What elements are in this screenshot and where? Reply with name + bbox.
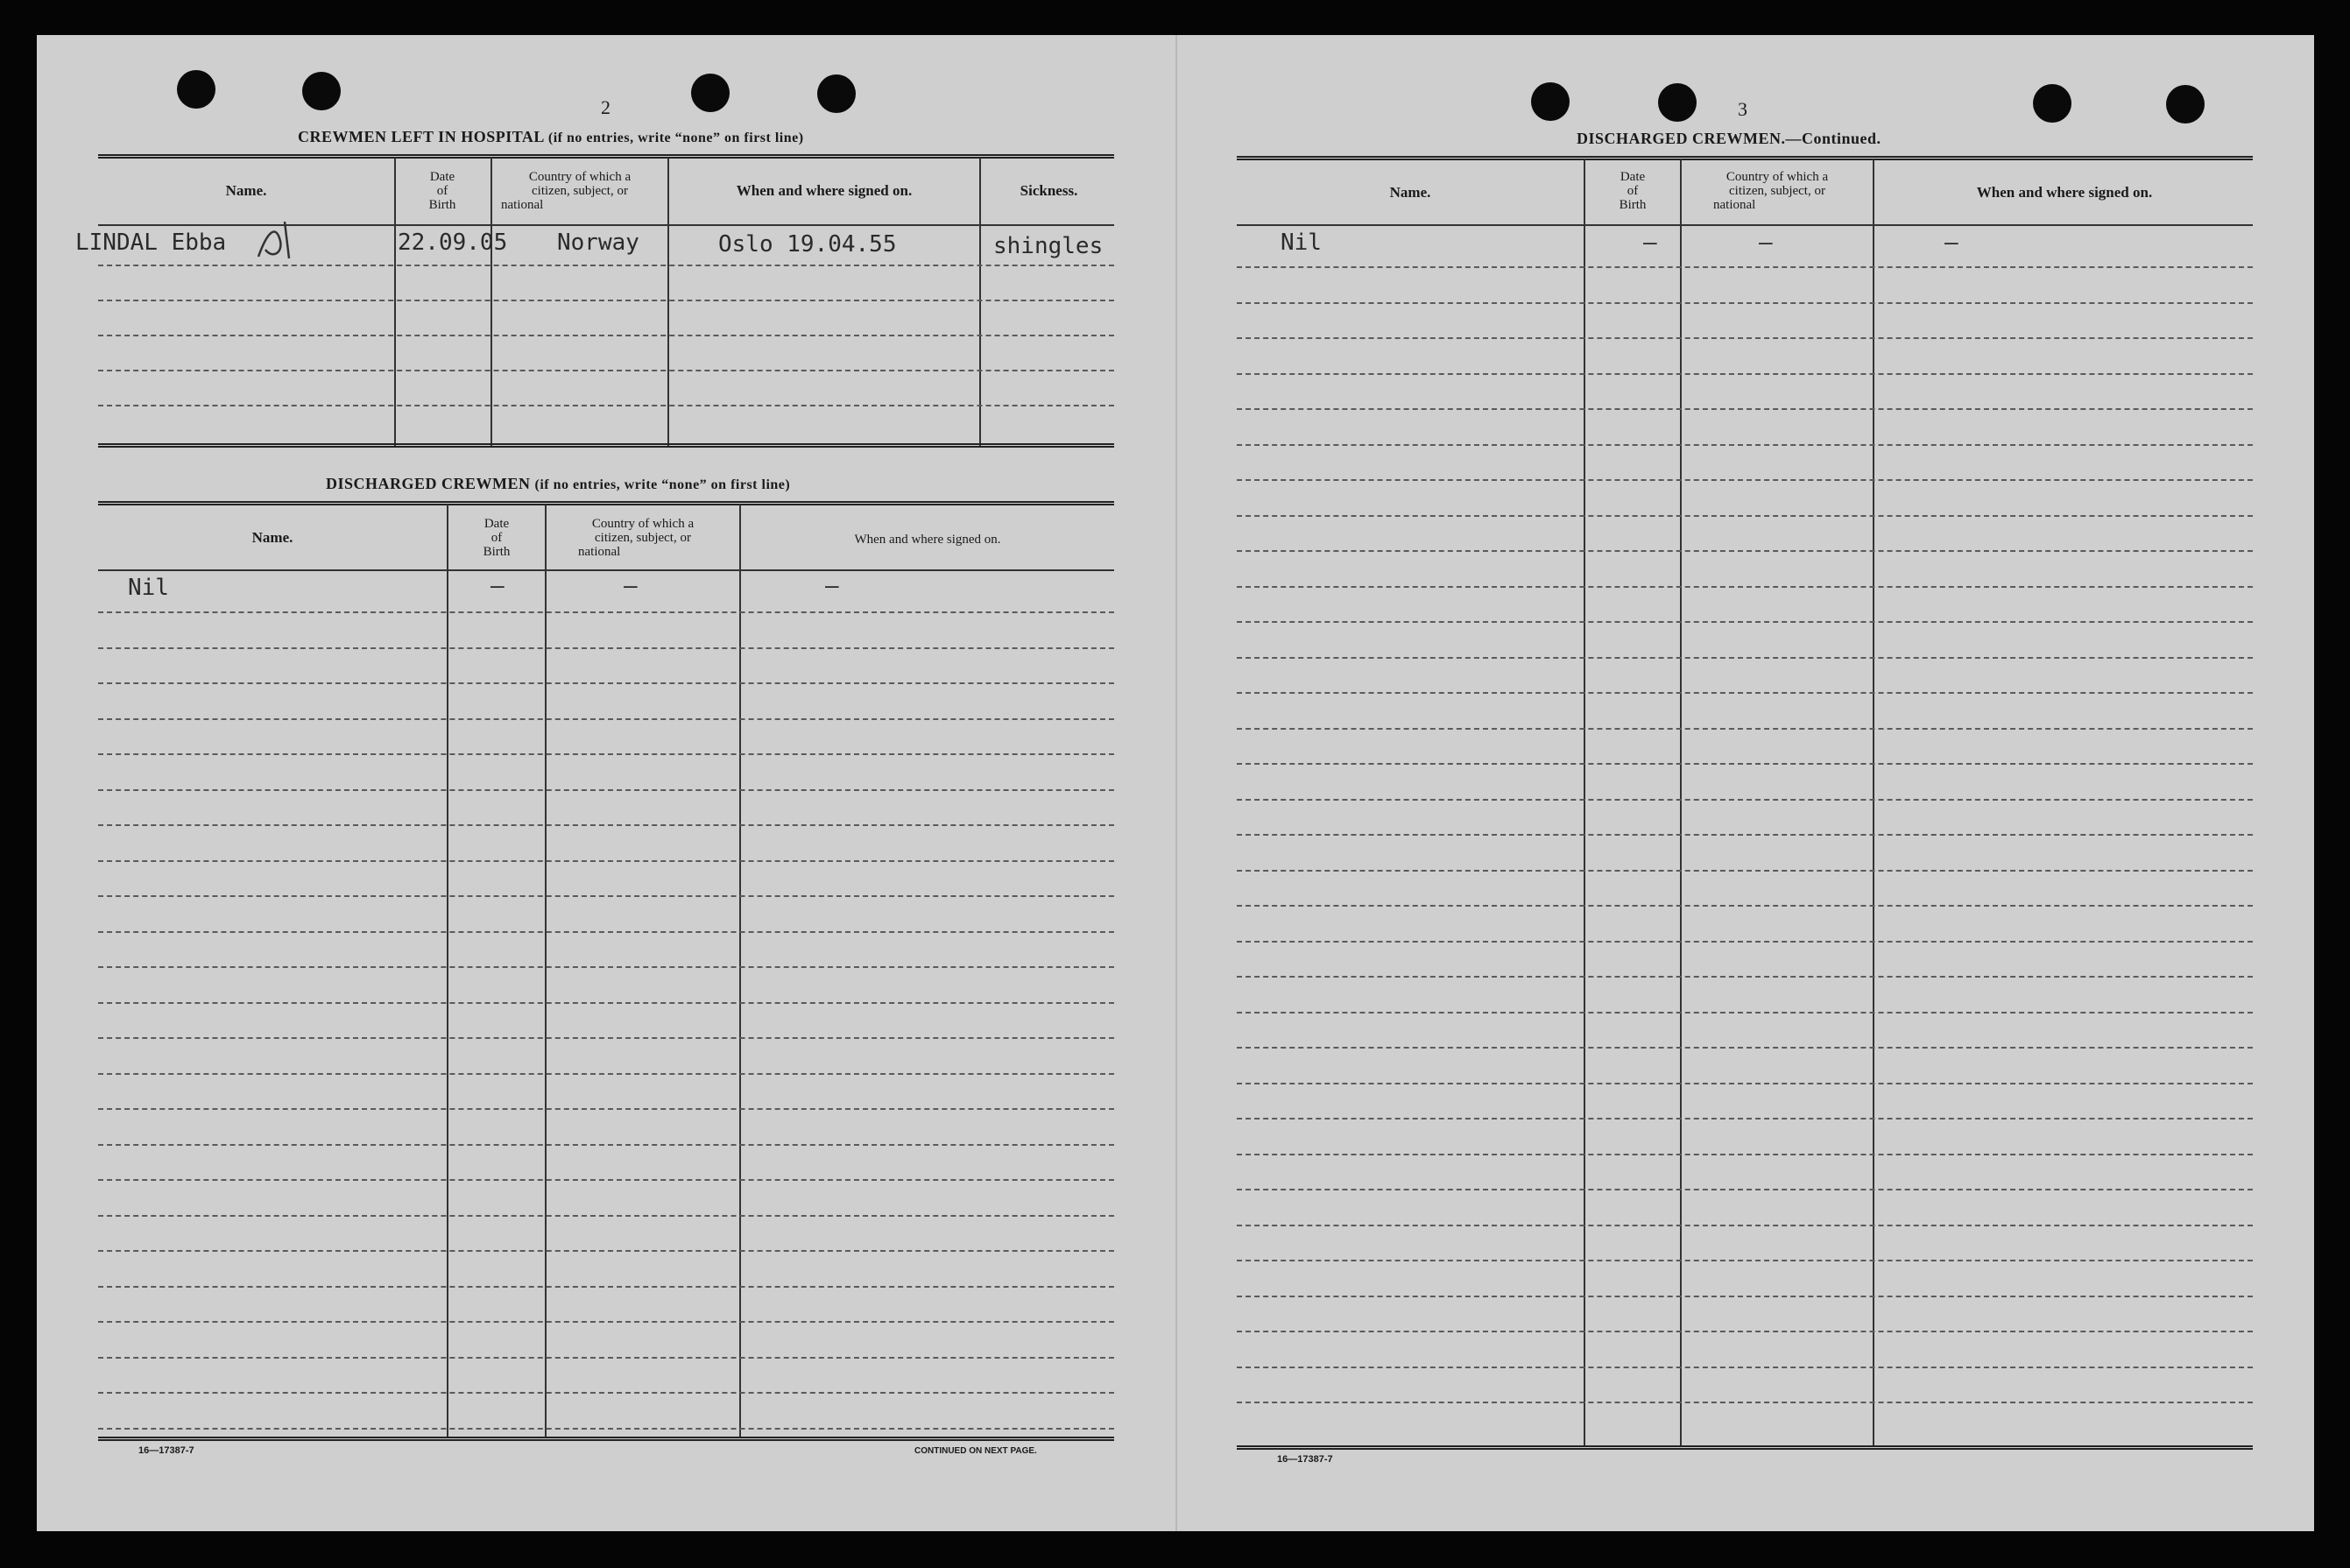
row-rule: [1237, 621, 2253, 623]
header-country-line1: Country of which a: [1725, 170, 1829, 184]
column-divider: [447, 505, 448, 1438]
row-rule: [1237, 1012, 2253, 1014]
row-rule: [98, 1073, 1114, 1075]
row-rule: [98, 1321, 1114, 1323]
hospital-row-sickness: shingles: [993, 233, 1104, 259]
column-divider: [394, 158, 396, 447]
row-rule: [98, 1357, 1114, 1359]
header-dob-line1: Date: [1620, 170, 1646, 184]
row-rule: [1237, 373, 2253, 375]
column-divider: [490, 158, 492, 447]
header-signed-on: When and where signed on.: [1976, 184, 2153, 201]
row-rule: [1237, 1331, 2253, 1332]
row-rule: [1237, 550, 2253, 552]
row-rule: [98, 966, 1114, 968]
header-dob-line3: Birth: [1619, 198, 1647, 212]
row-rule: [1237, 1118, 2253, 1119]
row-rule: [98, 1179, 1114, 1181]
row-rule: [98, 370, 1114, 371]
hospital-title-text: CREWMEN LEFT IN HOSPITAL: [298, 128, 544, 145]
header-dob-line3: Birth: [483, 545, 511, 559]
row-rule: [1237, 302, 2253, 304]
form-number: 16—17387-7: [1277, 1454, 1333, 1465]
row-rule: [1237, 941, 2253, 943]
row-rule: [1237, 1296, 2253, 1297]
row-rule: [98, 647, 1114, 649]
header-country: [547, 517, 739, 559]
hospital-title-note: (if no entries, write “none” on first line): [547, 131, 804, 145]
punch-hole: [1658, 83, 1697, 122]
header-dob-line1: Date: [429, 170, 455, 184]
header-dob-line2: of: [490, 531, 503, 545]
discharged-row-country: –: [1759, 230, 1773, 256]
row-rule: [1237, 657, 2253, 659]
row-rule: [98, 895, 1114, 897]
row-rule: [98, 1144, 1114, 1146]
discharged-title-note: (if no entries, write “none” on first line): [534, 477, 791, 492]
row-rule: [1237, 905, 2253, 907]
row-rule: [1237, 799, 2253, 801]
table-bottom-rule: [98, 443, 1114, 448]
hospital-row-dob: 22.09.05: [398, 230, 508, 256]
row-rule: [1237, 1189, 2253, 1190]
hospital-row-country: Norway: [557, 230, 639, 256]
header-country: [492, 170, 667, 212]
column-divider: [1873, 159, 1874, 1447]
row-rule: [98, 335, 1114, 336]
header-name: Name.: [1389, 184, 1431, 201]
row-rule: [98, 1286, 1114, 1288]
page-fold: [1175, 35, 1177, 1531]
header-name: Name.: [251, 529, 293, 546]
column-divider: [667, 158, 669, 447]
row-rule: [1237, 1047, 2253, 1049]
header-dob-line3: Birth: [428, 198, 456, 212]
header-sickness: Sickness.: [1020, 182, 1078, 199]
header-date-of-birth: [448, 517, 545, 559]
header-country: [1682, 170, 1873, 212]
discharged-row-name: Nil: [1281, 230, 1322, 256]
header-signed-on: When and where signed on.: [736, 182, 913, 199]
row-rule: [98, 1215, 1114, 1217]
table-bottom-rule: [1237, 1445, 2253, 1450]
row-rule: [98, 682, 1114, 684]
punch-hole: [177, 70, 215, 109]
row-rule: [1237, 586, 2253, 588]
row-rule: [1237, 834, 2253, 836]
header-signed-on: When and where signed on.: [854, 533, 1001, 547]
row-rule: [1237, 763, 2253, 765]
row-rule: [1237, 337, 2253, 339]
header-country-line1: Country of which a: [528, 170, 632, 184]
header-dob-line2: of: [436, 184, 448, 198]
discharged-continued-title: DISCHARGED CREWMEN.—Continued.: [1577, 130, 1881, 147]
row-rule: [98, 824, 1114, 826]
page-number: 2: [601, 96, 610, 118]
row-rule: [1237, 266, 2253, 268]
row-rule: [98, 1108, 1114, 1110]
form-number: 16—17387-7: [138, 1445, 194, 1456]
header-dob-line1: Date: [483, 517, 510, 531]
row-rule: [98, 1392, 1114, 1394]
header-country-line3: national: [578, 545, 621, 559]
row-rule: [1237, 479, 2253, 481]
punch-hole: [1531, 82, 1570, 121]
discharged-row-signed-on: –: [1944, 230, 1958, 256]
row-rule: [1237, 692, 2253, 694]
row-rule: [98, 611, 1114, 613]
page-number: 3: [1738, 98, 1747, 120]
header-bottom-rule: [1237, 224, 2253, 226]
row-rule: [1237, 870, 2253, 872]
row-rule: [1237, 1154, 2253, 1155]
column-divider: [1680, 159, 1682, 1447]
column-divider: [545, 505, 547, 1438]
hospital-row-name: LINDAL Ebba: [75, 230, 227, 256]
header-country-line2: citizen, subject, or: [532, 184, 628, 198]
table-top-rule: [98, 501, 1114, 505]
discharged-title-text: DISCHARGED CREWMEN: [326, 475, 531, 492]
row-rule: [1237, 515, 2253, 517]
row-rule: [1237, 408, 2253, 410]
header-name: Name.: [225, 182, 267, 199]
row-rule: [98, 753, 1114, 755]
table-bottom-rule: [98, 1437, 1114, 1441]
table-top-rule: [1237, 156, 2253, 160]
column-divider: [979, 158, 981, 447]
row-rule: [1237, 444, 2253, 446]
header-date-of-birth: [394, 170, 490, 212]
continued-note: CONTINUED ON NEXT PAGE.: [914, 1446, 1037, 1456]
discharged-row-country: –: [624, 573, 638, 599]
header-country-line2: citizen, subject, or: [1729, 184, 1825, 198]
punch-hole: [691, 74, 730, 112]
row-rule: [1237, 1402, 2253, 1403]
row-rule: [98, 718, 1114, 720]
row-rule: [98, 1037, 1114, 1039]
row-rule: [98, 860, 1114, 862]
header-country-line3: national: [1713, 198, 1756, 212]
punch-hole: [2033, 84, 2071, 123]
discharged-row-name: Nil: [128, 575, 169, 601]
discharged-row-signed-on: –: [825, 573, 839, 599]
row-rule: [98, 1250, 1114, 1252]
row-rule: [1237, 1367, 2253, 1368]
row-rule: [98, 1002, 1114, 1004]
row-rule: [98, 931, 1114, 933]
header-country-line2: citizen, subject, or: [595, 531, 691, 545]
column-divider: [739, 505, 741, 1438]
hospital-row-signed-on: Oslo 19.04.55: [718, 231, 897, 258]
row-rule: [1237, 728, 2253, 730]
column-divider: [1584, 159, 1585, 1447]
punch-hole: [817, 74, 856, 113]
discharged-row-dob: –: [490, 573, 505, 599]
row-rule: [98, 1428, 1114, 1430]
row-rule: [1237, 1225, 2253, 1226]
handwritten-mark: [250, 215, 302, 267]
discharged-section-title: [326, 475, 790, 493]
table-top-rule: [98, 154, 1114, 159]
punch-hole: [302, 72, 341, 110]
header-date-of-birth: [1585, 170, 1680, 212]
row-rule: [1237, 1260, 2253, 1261]
punch-hole: [2166, 85, 2205, 124]
hospital-section-title: [298, 128, 804, 146]
row-rule: [98, 789, 1114, 791]
row-rule: [1237, 976, 2253, 978]
row-rule: [98, 300, 1114, 301]
row-rule: [98, 405, 1114, 406]
header-country-line3: national: [501, 198, 544, 212]
header-dob-line2: of: [1627, 184, 1639, 198]
header-country-line1: Country of which a: [591, 517, 695, 531]
row-rule: [1237, 1083, 2253, 1084]
discharged-row-dob: –: [1643, 230, 1657, 256]
header-bottom-rule: [98, 569, 1114, 571]
